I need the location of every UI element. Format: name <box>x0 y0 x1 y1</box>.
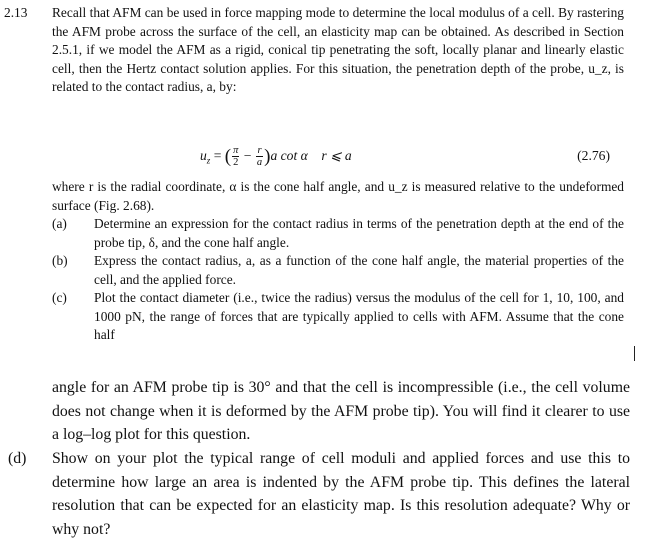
part-d-text: Show on your plot the typical range of cell moduli and applied forces and use this to determine how large an area is indented by the AFM probe tip. This defines the lateral resolution that can be expected for an elasticity map. Is this resolution adequate? Why or why not? <box>52 450 630 538</box>
equation-expression <box>200 143 352 174</box>
part-b-text: Express the contact radius, a, as a function of the cone half angle, the material properties of the cell, and the applied force. <box>94 253 624 287</box>
part-d <box>8 447 630 541</box>
equation-explanation: where r is the radial coordinate, α is the cone half angle, and u_z is measured relative to the undeformed surface (Fig. 2.68). <box>52 179 624 213</box>
text-cursor <box>634 346 635 361</box>
part-c-text: Plot the contact diameter (i.e., twice the radius) versus the modulus of the cell for 1, 10, 100, and 1000 pN, the range of forces that are typically applied to cells with AFM. Assume that the cone half <box>94 290 624 343</box>
equation-2-76 <box>52 143 624 169</box>
eq-frac2-num: r <box>257 145 262 157</box>
eq-minus: − <box>243 148 252 163</box>
part-a-text: Determine an expression for the contact radius in terms of the penetration depth at the end of the probe tip, δ, and the cone half angle. <box>94 216 624 250</box>
part-c <box>52 289 624 345</box>
part-b <box>52 252 624 289</box>
eq-condition: r ⩽ a <box>321 148 352 163</box>
eq-frac-pi-over-2 <box>232 145 239 168</box>
eq-frac1-den: 2 <box>233 157 239 169</box>
part-d-label: (d) <box>8 450 27 467</box>
eq-frac-r-over-a <box>256 145 263 168</box>
problem-number: 2.13 <box>4 5 28 20</box>
eq-paren-open: ( <box>224 145 232 167</box>
problem-intro: Recall that AFM can be used in force mapping mode to determine the local modulus of a cell. By rastering the AFM probe across the surface of the cell, an elasticity map can be obtained. As described in Section 2.5.1, if we model the AFM as a rigid, conical tip penetrating the soft, locally planar and linearly elastic cell, then the Hertz contact solution applies. For this situation, the penetration depth of the probe, u_z, is related to the contact radius, a, by: <box>52 5 624 95</box>
eq-frac2-den: a <box>256 157 263 169</box>
part-a <box>52 215 624 252</box>
eq-rhs: a cot α <box>270 148 308 163</box>
part-b-label: (b) <box>52 253 68 268</box>
eq-lhs: u <box>200 148 207 163</box>
part-c-continuation: angle for an AFM probe tip is 30° and that the cell is incompressible (i.e., the cell volume does not change when it is deformed by the AFM probe tip). You will find it clearer to use a log–log plot for this question. <box>52 379 630 444</box>
eq-lhs-sub: z <box>206 155 211 166</box>
part-a-label: (a) <box>52 216 67 231</box>
part-c-label: (c) <box>52 290 67 305</box>
eq-frac1-num: π <box>233 145 239 157</box>
eq-paren-close: ) <box>264 145 271 167</box>
eq-equals: = <box>213 148 222 163</box>
equation-number: (2.76) <box>577 148 610 163</box>
